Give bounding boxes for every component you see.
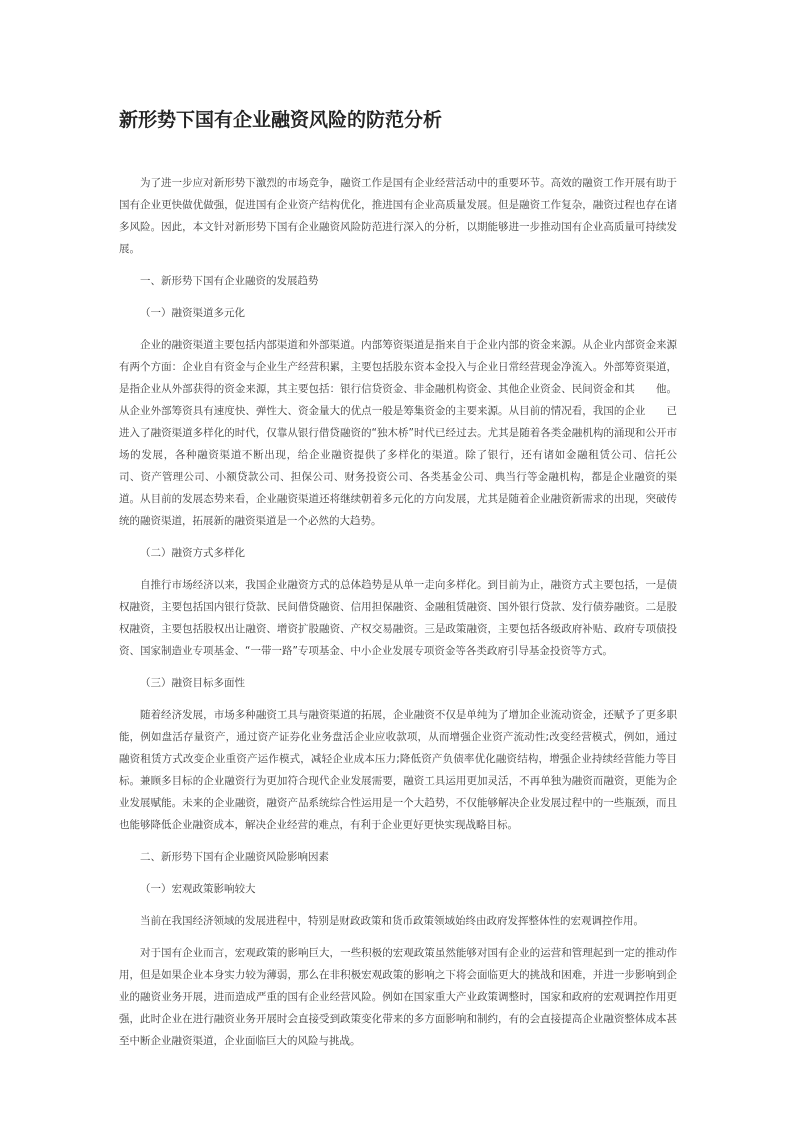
body-paragraph: 当前在我国经济领域的发展进程中，特别是财政政策和货币政策领域始终由政府发挥整体性的宏观调控作用。 (140, 915, 644, 927)
section-heading: 一、新形势下国有企业融资的发展趋势 (140, 275, 319, 287)
section-heading: 二、新形势下国有企业融资风险影响因素 (140, 851, 329, 863)
section-heading: （一）宏观政策影响较大 (140, 883, 256, 895)
body-paragraph: 自推行市场经济以来，我国企业融资方式的总体趋势是从单一走向多样化。到目前为止，融资方式主要包括，一是债权融资，主要包括国内银行贷款、民间借贷融资、信用担保融资、金融租赁融资、国外银行贷款、发行债券融资。二是股权融资，主要包括股权出让融资、增资扩股融资、产权交易融资。三是政策融资，主要包括各级政府补贴、政府专项债投资、国家制造业专项基金、“一带一路”专项基金、中小企业发展专项资金等各类政府引导基金投资等方式。 (119, 579, 677, 657)
body-paragraph: 对于国有企业而言，宏观政策的影响巨大，一些积极的宏观政策虽然能够对国有企业的运营和管理起到一定的推动作用，但是如果企业本身实力较为薄弱，那么在非积极宏观政策的影响之下将会面临更大的挑战和困难，并进一步影响到企业的融资业务开展，进而造成严重的国有企业经营风险。例如在国家重大产业政策调整时，国家和政府的宏观调控作用更强，此时企业在进行融资业务开展时会直接受到政策变化带来的多方面影响和制约，有的会直接提高企业融资整体成本甚至中断企业融资渠道，企业面临巨大的风险与挑战。 (119, 947, 677, 1047)
body-paragraph: 企业的融资渠道主要包括内部渠道和外部渠道。内部筹资渠道是指来自于企业内部的资金来源。从企业内部资金来源有两个方面：企业自有资金与企业生产经营积累，主要包括股东资本金投入与企业日常经营现金净流入。外部筹资渠道，是指企业从外部获得的资金来源，其主要包括：银行信贷资金、非金融机构资金、其他企业资金、民间资金和其 他。从企业外部筹资具有速度快、弹性大、资金量大的优点一般是筹集资金的主要来源。从目前的情况看，我国的企业 已进入了融资渠道多样化的时代，仅靠从银行借贷融资的“独木桥”时代已经过去。尤其是随着各类金融机构的涌现和公开市场的发展，各种融资渠道不断出现，给企业融资提供了多样化的渠道。除了银行，还有诸如金融租赁公司、信托公 司、资产管理公司、小额贷款公司、担保公司、财务投资公司、各类基金公司、典当行等金融机构，都是企业融资的渠 道。从目前的发展态势来看，企业融资渠道还将继续朝着多元化的方向发展，尤其是随着企业融资新需求的出现，突破传统的融资渠道，拓展新的融资渠道是一个必然的大趋势。 (119, 339, 698, 527)
body-paragraph: 随着经济发展，市场多种融资工具与融资渠道的拓展，企业融资不仅是单纯为了增加企业流动资金，还赋予了更多职能，例如盘活存量资产，通过资产证券化业务盘活企业应收款项，从而增强企业资产流动性;改变经营模式，例如，通过融资租赁方式改变企业重资产运作模式，减轻企业成本压力;降低资产负债率优化融资结构，增强企业持续经营能力等目标。兼顾多目标的企业融资行为更加符合现代企业发展需要，融资工具运用更加灵活，不再单独为融资而融资，更能为企业发展赋能。未来的企业融资，融资产品系统综合性运用是一个大趋势，不仅能够解决企业发展过程中的一些瓶颈，而且也能够降低企业融资成本，解决企业经营的难点，有利于企业更好更快实现战略目标。 (119, 709, 677, 831)
section-heading: （二）融资方式多样化 (140, 547, 245, 559)
section-heading: （三）融资目标多面性 (140, 677, 245, 689)
body-paragraph: 为了进一步应对新形势下激烈的市场竞争，融资工作是国有企业经营活动中的重要环节。高效的融资工作开展有助于国有企业更快做优做强，促进国有企业资产结构优化，推进国有企业高质量发展。但是融资工作复杂，融资过程也存在诸多风险。因此，本文针对新形势下国有企业融资风险防范进行深入的分析，以期能够进一步推动国有企业高质量可持续发展。 (119, 177, 677, 255)
document-body (119, 172, 698, 1062)
section-heading: （一）融资渠道多元化 (140, 307, 245, 319)
document-title: 新形势下国有企业融资风险的防范分析 (119, 109, 443, 131)
